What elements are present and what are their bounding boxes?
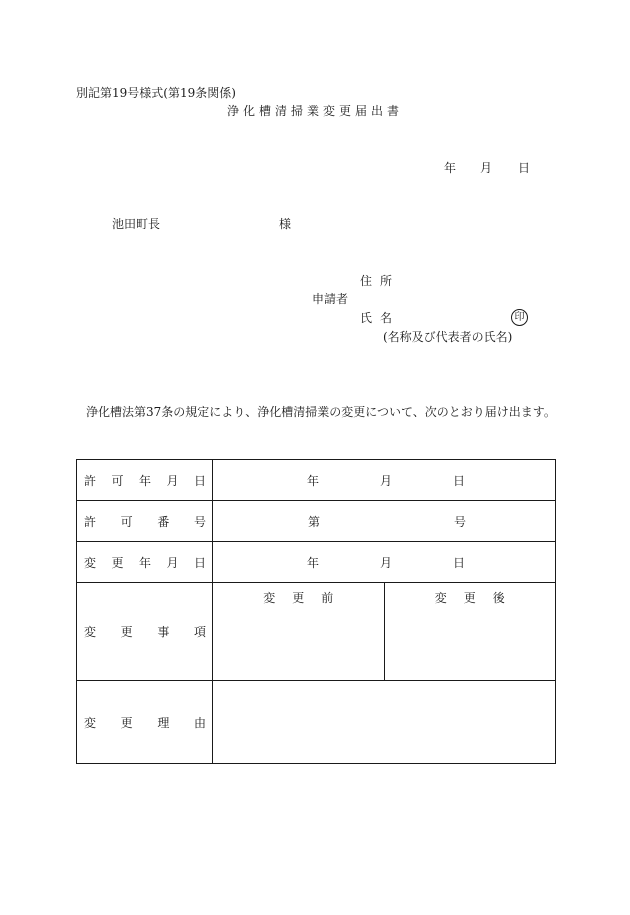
table-row-permit-date [77,460,556,501]
table-row-change-items [77,583,556,681]
permit-number-field[interactable]: 第 号 [213,501,556,542]
date-year-label: 年 [444,161,457,175]
applicant-label: 申請者 [312,292,349,306]
seal-mark: 印 [511,309,528,326]
change-reason-field[interactable] [213,681,556,764]
change-before-column[interactable] [213,583,384,680]
change-date-field[interactable]: 年 月 日 [213,542,556,583]
change-reason-label: 変 更 理 由 [77,681,213,764]
name-label: 氏名 [360,311,401,325]
submission-date [444,161,530,175]
change-items-label: 変 更 事 項 [77,583,213,681]
table-row-change-reason [77,681,556,764]
name-note: (名称及び代表者の氏名) [383,330,513,344]
date-month-label: 月 [480,161,493,175]
date-day-label: 日 [518,161,531,175]
permit-date-field[interactable]: 年 月 日 [213,460,556,501]
change-before-header: 変更前 [263,591,351,605]
table-row-permit-number [77,501,556,542]
change-after-column[interactable] [384,583,556,680]
permit-number-label: 許 可 番 号 [77,501,213,542]
form-header: 別記第19号様式(第19条関係) [76,86,236,100]
change-items-field [213,583,556,681]
addressee: 池田町長 [112,217,161,231]
document-title: 浄化槽清掃業変更届出書 [226,104,403,118]
address-label: 住所 [360,274,401,288]
change-details-table [76,459,556,764]
addressee-honorific: 様 [279,217,292,231]
table-row-change-date [77,542,556,583]
permit-date-label: 許 可 年 月 日 [77,460,213,501]
statement-text: 浄化槽法第37条の規定により、浄化槽清掃業の変更について、次のとおり届け出ます。 [86,405,556,419]
change-after-header: 変更後 [434,591,522,605]
change-date-label: 変 更 年 月 日 [77,542,213,583]
